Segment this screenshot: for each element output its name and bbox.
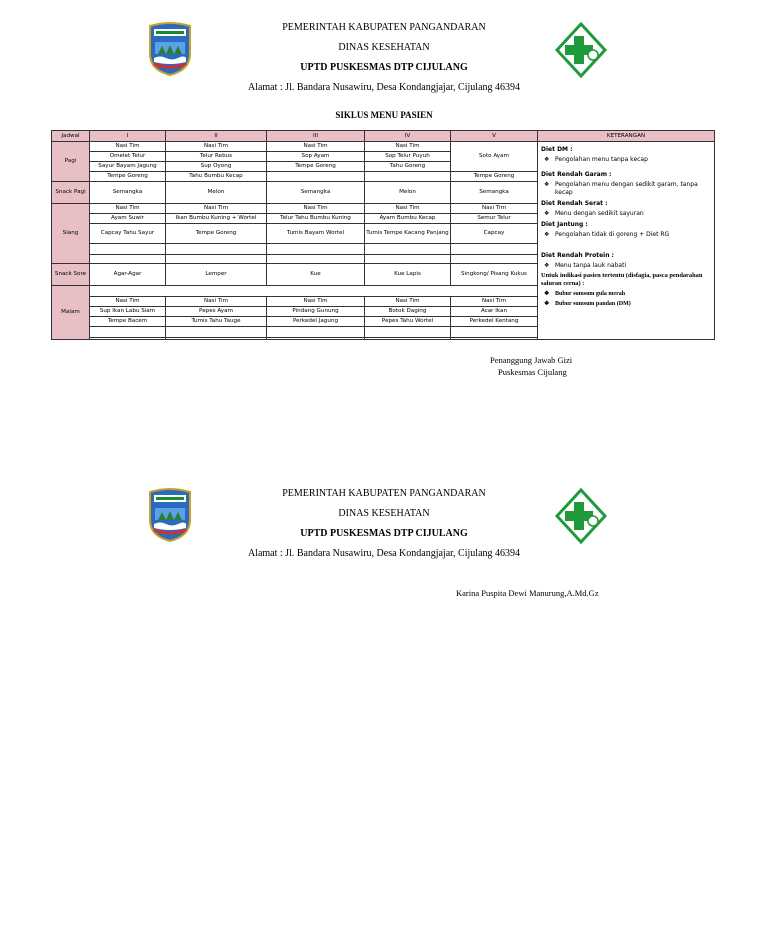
pangandaran-emblem-icon [146,20,194,76]
table-cell: Pepes Ayam [166,307,267,317]
diet-protein-heading: Diet Rendah Protein : [541,252,614,259]
table-cell: Tumis Bayam Wortel [267,224,365,244]
table-cell [365,172,451,182]
table-cell: Ayam Bumbu Kecap [365,214,451,224]
table-cell-empty [166,327,267,338]
header-cycle-3: III [267,131,365,142]
diet-dm-heading: Diet DM : [541,146,573,153]
table-cell: Tempe Goreng [267,162,365,172]
table-cell: Nasi Tim [365,204,451,214]
letterhead-unit: UPTD PUSKESMAS DTP CIJULANG [300,528,468,539]
table-cell-empty [90,255,166,264]
table-cell: Nasi Tim [166,297,267,307]
table-cell: Sop Telur Puyuh [365,152,451,162]
bubur-pandan-item: ❖ Bubur sumsum pandan (DM) [541,300,711,308]
table-cell-empty [267,338,365,340]
table-cell-empty [451,244,538,255]
table-cell: Nasi Tim [90,142,166,152]
header-cycle-2: II [166,131,267,142]
table-cell: Nasi Tim [267,142,365,152]
table-cell: Agar-Agar [90,264,166,286]
table-cell-empty [90,244,166,255]
table-cell: Tempe Goreng [90,172,166,182]
table-cell: Tahu Bumbu Kecap [166,172,267,182]
table-cell: Semangka [267,182,365,204]
table-cell: Omelet Telur [90,152,166,162]
diet-jantung-heading: Diet Jantung : [541,221,588,228]
table-cell-empty [365,244,451,255]
table-cell: Tempe Goreng [166,224,267,244]
table-cell: Nasi Tim [451,204,538,214]
table-cell-empty [451,338,538,340]
table-cell: Nasi Tim [90,297,166,307]
letterhead-text [220,484,548,564]
table-cell: Nasi Tim [451,297,538,307]
document-title: SIKLUS MENU PASIEN [335,110,433,120]
table-cell: Sup Ikan Labu Siam [90,307,166,317]
table-cell: Nasi Tim [267,297,365,307]
letterhead-text [220,18,548,98]
table-cell: Semangka [90,182,166,204]
table-cell: Capcay Tahu Sayur [90,224,166,244]
header-cycle-4: IV [365,131,451,142]
table-cell-empty [267,255,365,264]
table-cell: Kue [267,264,365,286]
table-cell: Botok Daging [365,307,451,317]
signature-role: Penanggung Jawab Gizi [490,355,573,365]
menu-cycle-table [51,130,715,340]
table-cell: Sup Oyong [166,162,267,172]
table-cell-empty [451,327,538,338]
table-cell-empty [166,338,267,340]
table-cell: Telur Tahu Bumbu Kuning [267,214,365,224]
special-indication-note: Untuk indikasi pasien tertentu (disfagia, pasca pendarahan saluran cerna) : [541,272,703,287]
table-cell: Pindang Gunung [267,307,365,317]
table-cell: Acar Ikan [451,307,538,317]
table-cell: Soto Ayam [451,142,538,172]
table-cell: Lemper [166,264,267,286]
row-label-pagi: Pagi [52,142,90,182]
diet-garam-item: ❖ Pengolahan menu dengan sedikit garam, tanpa kecap [541,181,711,197]
table-cell [267,172,365,182]
table-cell: Telur Rebus [166,152,267,162]
row-label-siang: Siang [52,204,90,264]
header-jadwal: Jadwal [52,131,90,142]
table-cell: Nasi Tim [365,142,451,152]
letterhead-government: PEMERINTAH KABUPATEN PANGANDARAN [282,488,486,499]
signatory-name: Karina Puspita Dewi Manurung,A.Md.Gz [456,588,599,598]
diet-protein-item: ❖ Menu tanpa lauk nabati [541,262,711,270]
table-cell: Ayam Suwir [90,214,166,224]
signature-block [490,354,572,378]
table-cell: Nasi Tim [166,142,267,152]
table-cell: Nasi Tim [365,297,451,307]
letterhead-department: DINAS KESEHATAN [338,508,430,519]
table-cell: Kue Lapis [365,264,451,286]
table-cell: Nasi Tim [166,204,267,214]
letterhead-address: Alamat : Jl. Bandara Nusawiru, Desa Kondangjajar, Cijulang 46394 [247,548,521,559]
letterhead-top [0,18,768,108]
table-cell-empty [90,286,538,297]
puskesmas-logo-icon [555,488,607,544]
table-cell: Melon [166,182,267,204]
table-cell: Nasi Tim [267,204,365,214]
table-cell: Capcay [451,224,538,244]
table-cell: Ikan Bumbu Kuning + Wortel [166,214,267,224]
diet-jantung-item: ❖ Pengolahan tidak di goreng + Diet RG [541,231,711,239]
letterhead-unit: UPTD PUSKESMAS DTP CIJULANG [300,62,468,73]
table-cell-empty [451,255,538,264]
diet-serat-heading: Diet Rendah Serat : [541,200,608,207]
table-cell-empty [90,327,166,338]
pangandaran-emblem-icon [146,486,194,542]
letterhead-bottom [0,484,768,574]
table-cell: Melon [365,182,451,204]
header-cycle-5: V [451,131,538,142]
signature-institution: Puskesmas Cijulang [498,367,567,377]
table-cell: Tumis Tempe Kacang Panjang [365,224,451,244]
table-header-row [52,131,715,142]
table-cell: Tempe Bacem [90,317,166,327]
header-cycle-1: I [90,131,166,142]
table-cell: Tumis Tahu Tauge [166,317,267,327]
letterhead-address: Alamat : Jl. Bandara Nusawiru, Desa Kondangjajar, Cijulang 46394 [247,82,521,93]
table-cell-empty [365,327,451,338]
table-cell-empty [90,338,166,340]
table-cell: Tempe Goreng [451,172,538,182]
table-cell: Semur Telur [451,214,538,224]
table-cell: Sayur Bayam Jagung [90,162,166,172]
table-cell-empty [267,244,365,255]
header-keterangan: KETERANGAN [538,131,715,142]
table-cell: Nasi Tim [90,204,166,214]
diet-dm-item: ❖ Pengolahan menu tanpa kecap [541,156,711,164]
bubur-gula-merah-item: ❖ Bubur sumsum gula merah [541,290,711,298]
row-label-snack-pagi: Snack Pagi [52,182,90,204]
table-cell: Semangka [451,182,538,204]
table-row [52,142,715,152]
letterhead-department: DINAS KESEHATAN [338,42,430,53]
table-cell: Perkedel Kentang [451,317,538,327]
diet-serat-item: ❖ Menu dengan sedikit sayuran [541,210,711,218]
table-cell: Perkedel Jagung [267,317,365,327]
table-cell: Tahu Goreng [365,162,451,172]
keterangan-cell [538,142,715,340]
table-cell: Pepes Tahu Wortel [365,317,451,327]
diet-garam-heading: Diet Rendah Garam : [541,171,612,178]
table-cell: Singkong/ Pisang Kukus [451,264,538,286]
table-cell-empty [166,255,267,264]
table-cell: Sop Ayam [267,152,365,162]
puskesmas-logo-icon [555,22,607,78]
letterhead-government: PEMERINTAH KABUPATEN PANGANDARAN [282,22,486,33]
table-cell-empty [365,338,451,340]
table-cell-empty [365,255,451,264]
row-label-snack-sore: Snack Sore [52,264,90,286]
table-cell-empty [166,244,267,255]
row-label-malam: Malam [52,286,90,340]
table-cell-empty [267,327,365,338]
